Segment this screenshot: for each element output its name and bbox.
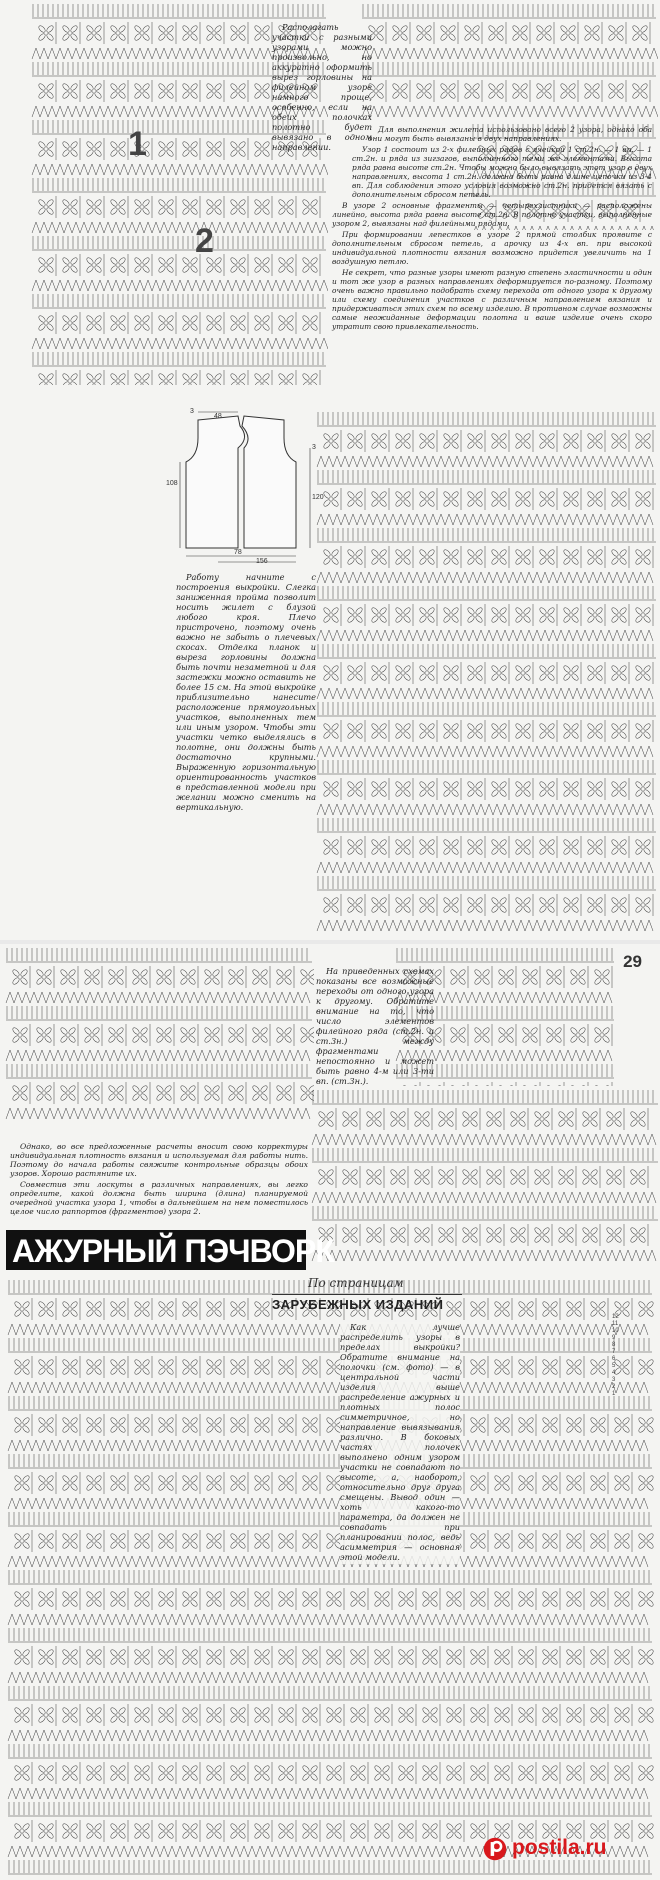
model-photo-2 [448, 1516, 660, 1880]
postila-logo-icon [482, 1836, 508, 1862]
text-right-p4: При формировании лепестков в узоре 2 прямой столбик проявите с дополнительным сбросом петель, а арочку из 4-х вп. при высокой индивидуальной плотности вязания возможно придется увеличить на 1 воздушную петлю. [332, 230, 652, 266]
row-num: 4 [612, 1370, 616, 1376]
subtitle-line-2: ЗАРУБЕЖНЫХ ИЗДАНИЙ [272, 1294, 462, 1312]
text-top-right: Располагать участки с разными узорами можно произвольно, но аккуратно оформить вырез горловины на филейном узоре намного проще, особенно, если на обеих полочках полотно будет вывязано в одном направлении. [272, 22, 372, 152]
row-num: 11 [612, 1321, 619, 1327]
page-number: 29 [623, 952, 642, 971]
text-right-column [332, 125, 652, 333]
crochet-stitch-grid [310, 1086, 660, 1266]
text-page2-right: Как лучше распределить узоры в пределах выкройки? Обратите внимание на полочки (см. фото) — в центральной части изделия выше распределение ажурных и плотных полос симметричное, но направление вывязывания различно. В боковых частях полочек выполнено одним узором участки не совпадают по высоте, а, наоборот, относительно друг друга смещены. Вывод один — хоть какого-то параметра, да должен не совпадать при планировании полос, ведь асимметрия — основная этой модели. [340, 1322, 460, 1562]
text-page2-mid-right: На приведенных схемах показаны все возможные переходы от одного узора к другому. Обратите внимание на то, что число элементов филейного ряда (ст.2н. и ст.3н.) между фрагментами непостоянно и может быть равно 4-м или 3-ти вп. (ст.3н.). [316, 966, 434, 1086]
site-watermark [482, 1832, 650, 1866]
dim-48: 48 [214, 413, 222, 420]
row-num: 3 [612, 1377, 616, 1383]
crochet-chart-page2-mid-right [310, 1086, 660, 1266]
text-right-p1: Для выполнения жилета использовано всего 2 узора, однако оба они могут быть вывязаны в двух направлениях. [368, 125, 652, 143]
crochet-chart-middle-right [315, 408, 658, 938]
sewing-pattern-schematic [166, 408, 328, 566]
dim-3-right: 3 [312, 444, 316, 451]
dim-108: 108 [166, 480, 178, 487]
text-right-p5: Не секрет, что разные узоры имеют разную степень эластичности и один и тот же узор в разных направлениях деформируется по-разному. Поэтому очень важно правильно подобрать схему перехода от одного узора к другому или схему соединения участков с различным направлением вязания и придерживаться этих схем по всему изделию. В противном случае возможны самые неожиданные деформации полотна и ваше изделие очень скоро утратит свою привлекательность. [332, 268, 652, 331]
row-num: 10 [612, 1328, 619, 1334]
article-title-text: АЖУРНЫЙ ПЭЧВОРК [12, 1233, 334, 1269]
crochet-chart-page2-top-left [4, 944, 314, 1120]
dim-3-top: 3 [190, 408, 194, 415]
row-num: 9 [612, 1335, 616, 1341]
row-num: 8 [612, 1342, 616, 1348]
dim-78: 78 [234, 549, 242, 556]
text-left-column: Работу начните с построения выкройки. Слегка заниженная пройма позволит носить жилет с блузой любого кроя. Плечо пристрочено, поэтому очень важно не забыть о плечевых скосах. Отделка планок и выреза горловины должна быть почти незаметной и для застежки можно оставить не более 15 см. На этой выкройке приблизительно нанесите расположение прямоугольных участков, выполненных тем или иным узором. Чтобы эти участки четко выделялись в полотне, они должны быть достаточно крупными. Выраженную горизонтальную ориентированность участков в представленной модели при желании можно сменить на вертикальную. [176, 572, 316, 812]
text-right-p2: Узор 1 состоит из 2-х филейных рядов с ячейкой 1 ст.2н. — 1 вп. — 1 ст.2н. и ряда из зигзагов, выполненного теми же элементами. Высота ряда равна высоте ст.2н. Чтобы можно было вывязать этот узор в двух направлениях, высота 1 ст.2н. должна быть равна длине цепочки из 3-4 вп. Для соблюдения этого условия возможно ст.2н. придется вязать с дополнительным сбросом петель. [352, 145, 652, 199]
text-right-p3: В узоре 2 основные фрагменты — четырехлистники — расположены линейно, высота ряда равна высоте ст.2н. В полотне участки, выполненные узором 2, вывязаны над филейными рядами. [332, 201, 652, 228]
article-title [6, 1230, 334, 1270]
crochet-stitch-grid [4, 944, 314, 1120]
crochet-stitch-grid [360, 0, 658, 120]
magazine-page-bottom [0, 944, 660, 1880]
crochet-chart-top-right [360, 0, 658, 120]
section-subtitle [272, 1276, 462, 1324]
row-num: 2 [612, 1384, 616, 1390]
text-page2-left [10, 1142, 308, 1218]
pattern-2-label: 2 [195, 222, 214, 260]
row-num: 5 [612, 1363, 616, 1369]
subtitle-line-1: По страницам [308, 1276, 404, 1290]
dim-120: 120 [312, 494, 324, 501]
pattern-1-label: 1 [128, 125, 147, 163]
row-num: 12 [612, 1314, 619, 1320]
row-number-scale [612, 1314, 652, 1404]
row-num: 6 [612, 1356, 616, 1362]
text-page2-left-p2: Совместив эти лоскуты в различных направлениях, вы легко определите, какой должна быть ширина (длина) планируемой очередной участка узора 1, чтобы в дальнейшем на нем поместилось целое число раппортов (фрагментов) узора 2. [10, 1180, 308, 1216]
row-num: 7 [612, 1349, 616, 1355]
watermark-text: postila.ru [512, 1836, 607, 1859]
model-photo-1 [0, 452, 196, 940]
row-num: 1 [612, 1391, 616, 1397]
crochet-stitch-grid [315, 408, 658, 938]
dim-156: 156 [256, 558, 268, 565]
text-page2-left-p1: Однако, во все предложенные расчеты вносит свою корректуры индивидуальная плотность вязания и используемая для работы нить. Поэтому до начала работы свяжите контрольные образцы обоих узоров. Хорошо растяните их. [10, 1142, 308, 1178]
